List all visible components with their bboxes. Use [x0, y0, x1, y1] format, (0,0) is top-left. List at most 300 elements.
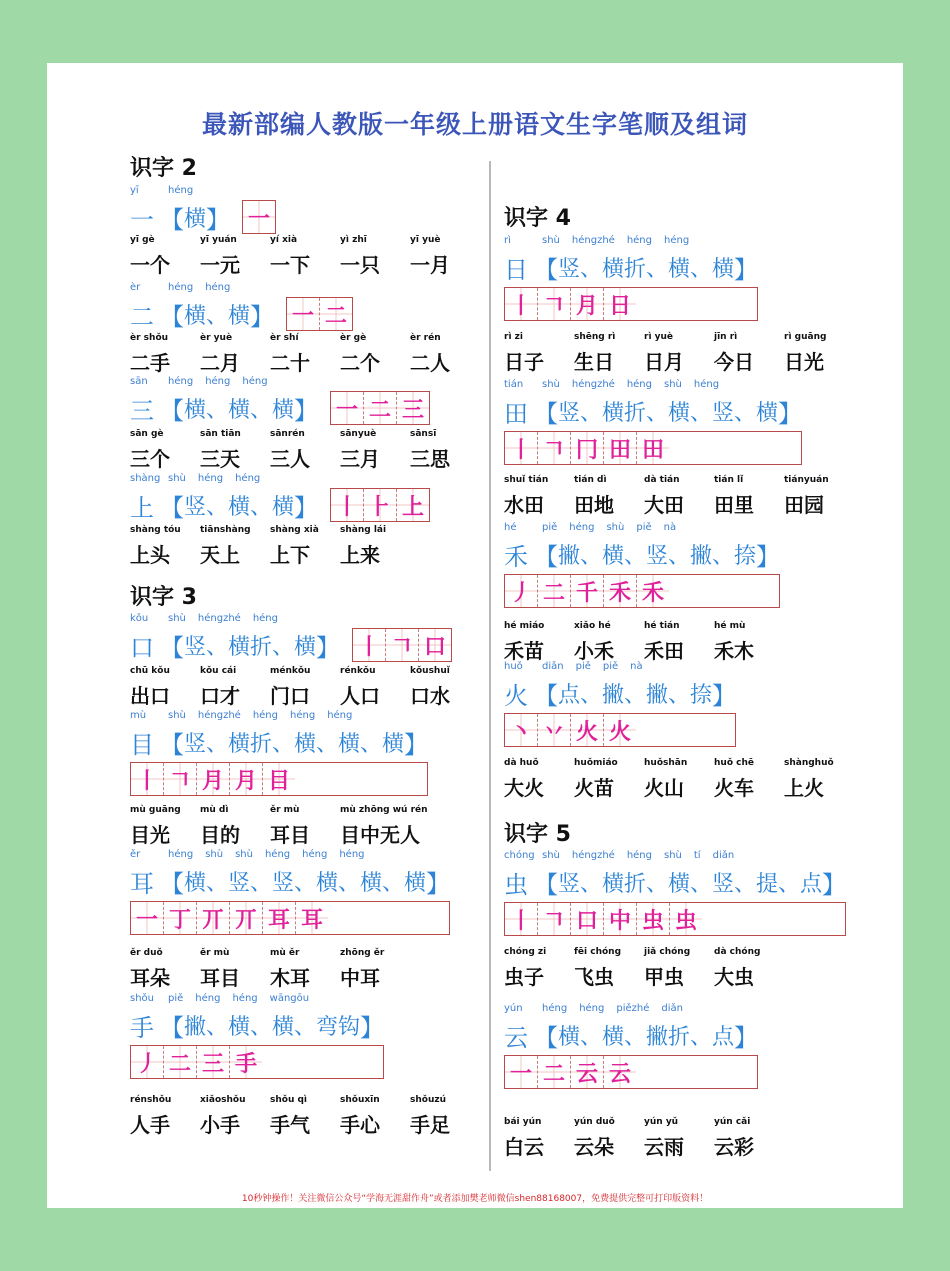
word: 中耳 [340, 966, 380, 990]
column-divider [489, 161, 491, 1171]
worksheet [47, 63, 903, 1208]
stroke-step: 手 [230, 1046, 262, 1078]
word: 上来 [340, 543, 380, 567]
word-row [130, 249, 480, 277]
word-pinyin-row [504, 332, 854, 346]
word-pinyin: shàng lái [340, 525, 387, 535]
word: 大火 [504, 776, 544, 800]
char-row [504, 395, 802, 427]
word-row [504, 1131, 784, 1159]
stroke-step: 田 [604, 432, 637, 464]
word-pinyin: yún yǔ [644, 1117, 679, 1127]
stroke-pinyin: diǎn [712, 850, 735, 861]
char-row [504, 866, 846, 898]
stroke-pinyin: héngzhé [197, 613, 241, 624]
word: 耳朵 [130, 966, 170, 990]
char-row [504, 677, 736, 709]
word-row [130, 347, 480, 375]
word: 上头 [130, 543, 170, 567]
word-pinyin: sān gè [130, 429, 164, 439]
word-pinyin: yì zhī [340, 235, 367, 245]
lesson-title: 识字 4 [504, 206, 571, 231]
stroke-pinyin: héng [693, 379, 720, 390]
word: 一元 [200, 253, 240, 277]
word: 目中无人 [340, 823, 420, 847]
stroke-names: 竖、横折、横、横、横 [184, 731, 405, 757]
main-char: 云 [504, 1023, 528, 1052]
stroke-step: 丷 [538, 714, 571, 746]
char-block [130, 710, 428, 796]
stroke-step: 云 [571, 1056, 604, 1088]
stroke-pinyin: shù [542, 379, 560, 390]
bracket-close: 】 [250, 302, 275, 331]
main-char: 耳 [130, 869, 154, 898]
main-char: 田 [504, 399, 528, 428]
word-pinyin: yī yuán [200, 235, 237, 245]
word: 火苗 [574, 776, 614, 800]
stroke-step: 日 [604, 288, 636, 320]
char-block [504, 522, 780, 608]
word-group [130, 333, 480, 375]
char-pinyin: tián [504, 379, 524, 390]
word: 日光 [784, 350, 824, 374]
char-pinyin: chóng [504, 850, 535, 861]
word-pinyin: zhōng ěr [340, 948, 385, 958]
stroke-step: 一 [505, 1056, 538, 1088]
word: 上下 [270, 543, 310, 567]
word: 三思 [410, 447, 450, 471]
word-group [504, 475, 854, 517]
word-pinyin-row [130, 333, 480, 347]
word-group [504, 947, 784, 989]
stroke-step: 丁 [164, 902, 197, 934]
stroke-step: 一 [331, 392, 364, 424]
stroke-pinyin: héng [197, 473, 224, 484]
bracket-open: 【 [534, 542, 558, 571]
word: 生日 [574, 350, 614, 374]
word: 目的 [200, 823, 240, 847]
char-block [130, 613, 452, 661]
char-row [130, 629, 452, 661]
stroke-names: 点、撇、撇、捺 [558, 682, 713, 708]
word-pinyin: tiānshàng [200, 525, 251, 535]
word: 一个 [130, 253, 170, 277]
stroke-order-grid [504, 574, 780, 608]
word-pinyin: mù zhōng wú rén [340, 805, 428, 815]
bracket-close: 】 [734, 255, 759, 284]
word-pinyin: dà huǒ [504, 758, 539, 768]
word: 飞虫 [574, 965, 614, 989]
stroke-names: 横 [184, 206, 207, 232]
word-group [130, 525, 410, 567]
stroke-step: 禾 [637, 575, 669, 607]
bracket-close: 】 [426, 869, 451, 898]
word: 火山 [644, 776, 684, 800]
stroke-pinyin: héngzhé [571, 850, 615, 861]
word: 口水 [410, 684, 450, 708]
word-group [504, 758, 854, 800]
word-pinyin: shǒuxīn [340, 1095, 380, 1105]
main-char: 目 [130, 730, 154, 759]
word-pinyin: rénkǒu [340, 666, 376, 676]
word-pinyin: chū kǒu [130, 666, 170, 676]
stroke-order-grid [130, 762, 428, 796]
stroke-pinyin: piě [602, 661, 619, 672]
stroke-pinyin: shù [168, 613, 186, 624]
stroke-order-grid [330, 391, 430, 425]
bracket-close: 】 [734, 1023, 759, 1052]
stroke-pinyin: héng [205, 282, 231, 293]
word-pinyin: hé mù [714, 621, 746, 631]
char-row [504, 538, 780, 570]
word-group [504, 332, 854, 374]
char-row [130, 298, 353, 330]
bracket-open: 【 [160, 869, 184, 898]
stroke-pinyin: piě [168, 993, 184, 1004]
stroke-step: 丨 [505, 903, 538, 935]
main-char: 手 [130, 1013, 154, 1042]
word-pinyin-row [130, 1095, 480, 1109]
word: 门口 [270, 684, 310, 708]
stroke-pinyin: héngzhé [197, 710, 241, 721]
word-pinyin: shǒuzú [410, 1095, 446, 1105]
bracket-open: 【 [534, 681, 558, 710]
word-row [504, 961, 784, 989]
stroke-step: 口 [571, 903, 604, 935]
bracket-open: 【 [160, 730, 184, 759]
word: 木耳 [270, 966, 310, 990]
word: 二月 [200, 351, 240, 375]
stroke-pinyin: héng [579, 1003, 605, 1014]
stroke-step: 千 [571, 575, 604, 607]
char-pinyin: rì [504, 235, 511, 246]
word: 田地 [574, 493, 614, 517]
word-pinyin: hé tián [644, 621, 680, 631]
word: 今日 [714, 350, 754, 374]
word-row [504, 635, 784, 663]
word-pinyin: ěr mù [200, 948, 230, 958]
word-pinyin: yī gè [130, 235, 155, 245]
word-pinyin: shuǐ tián [504, 475, 549, 485]
bracket-open: 【 [160, 1013, 184, 1042]
word-row [504, 346, 854, 374]
char-row [504, 1019, 758, 1051]
word-pinyin: sānsī [410, 429, 437, 439]
word-pinyin: sān tiān [200, 429, 241, 439]
stroke-step: 𠃍 [386, 629, 419, 661]
bracket-open: 【 [160, 302, 184, 331]
stroke-step: 一 [287, 298, 320, 330]
word-pinyin-row [504, 758, 854, 772]
promo-footer: 10秒钟操作！关注微信公众号“学海无涯甜作舟”或者添加樊老师微信shen88168007，免费提供完整可打印版资料！ [241, 1194, 709, 1204]
stroke-step: 三 [197, 1046, 230, 1078]
stroke-names: 竖、横折、横、竖、横 [558, 400, 779, 426]
stroke-step: 耳 [296, 902, 328, 934]
word-row [130, 1109, 480, 1137]
stroke-pinyin: diǎn [661, 1003, 683, 1014]
word-pinyin: èr yuè [200, 333, 233, 343]
stroke-pinyin: piě [636, 522, 652, 533]
stroke-order-grid [504, 1055, 758, 1089]
lesson-title: 识字 2 [130, 156, 197, 181]
word: 手足 [410, 1113, 450, 1137]
stroke-names: 撇、横、横、弯钩 [184, 1014, 361, 1040]
stroke-pinyin: héng [168, 376, 194, 387]
word-pinyin: shànghuǒ [784, 758, 834, 768]
word-group [130, 1095, 480, 1137]
word: 一只 [340, 253, 380, 277]
word: 上火 [784, 776, 824, 800]
char-pinyin: hé [504, 522, 517, 533]
stroke-step: 禾 [604, 575, 637, 607]
stroke-step: 二 [538, 1056, 571, 1088]
word-pinyin: dà chóng [714, 947, 761, 957]
stroke-step: 虫 [637, 903, 670, 935]
main-char: 二 [130, 302, 154, 331]
word: 三天 [200, 447, 240, 471]
word-pinyin: tián dì [574, 475, 607, 485]
stroke-names: 竖、横折、横 [184, 634, 317, 660]
word: 白云 [504, 1135, 544, 1159]
bracket-open: 【 [534, 255, 558, 284]
stroke-step: 𠃍 [538, 432, 571, 464]
word-pinyin: èr rén [410, 333, 441, 343]
word-pinyin: rénshǒu [130, 1095, 172, 1105]
stroke-pinyin: héng [626, 235, 652, 246]
word: 二十 [270, 351, 310, 375]
word-pinyin: mù guāng [130, 805, 181, 815]
word-group [130, 235, 480, 277]
word: 日子 [504, 350, 544, 374]
word: 云朵 [574, 1135, 614, 1159]
char-pinyin: huǒ [504, 661, 523, 672]
word-pinyin: yún duǒ [574, 1117, 615, 1127]
word-pinyin: ménkǒu [270, 666, 311, 676]
word: 日月 [644, 350, 684, 374]
word-pinyin: hé miáo [504, 621, 545, 631]
word-pinyin: èr shí [270, 333, 299, 343]
stroke-order-grid [330, 488, 430, 522]
char-row [504, 251, 758, 283]
stroke-pinyin: héng [252, 710, 278, 721]
word-group [504, 621, 784, 663]
stroke-order-grid [130, 1045, 384, 1079]
word-pinyin: shǒu qì [270, 1095, 308, 1105]
stroke-step: 月 [197, 763, 230, 795]
stroke-pinyin: héng [542, 1003, 568, 1014]
stroke-order-grid [504, 431, 802, 465]
stroke-pinyin: héng [569, 522, 595, 533]
bracket-open: 【 [160, 396, 184, 425]
word-pinyin: shàng tóu [130, 525, 181, 535]
word-pinyin: dà tián [644, 475, 680, 485]
stroke-names: 横、横 [184, 303, 251, 329]
word: 手气 [270, 1113, 310, 1137]
stroke-step: 𠃍 [538, 903, 571, 935]
stroke-step: 月 [571, 288, 604, 320]
stroke-pinyin: héng [664, 235, 690, 246]
stroke-step: 三 [397, 392, 429, 424]
word: 一下 [270, 253, 310, 277]
word-pinyin-row [130, 235, 480, 249]
stroke-names: 横、横、撇折、点 [558, 1024, 735, 1050]
word-pinyin: bái yún [504, 1117, 542, 1127]
word: 田园 [784, 493, 824, 517]
stroke-names: 横、竖、竖、横、横、横 [184, 870, 427, 896]
stroke-pinyin: tí [693, 850, 701, 861]
bracket-open: 【 [534, 399, 558, 428]
word-row [504, 489, 854, 517]
stroke-pinyin: héng [339, 849, 365, 860]
stroke-step: 火 [604, 714, 636, 746]
stroke-pinyin: piězhé [616, 1003, 650, 1014]
stroke-step: 丨 [353, 629, 386, 661]
char-block [130, 849, 450, 935]
stroke-step: 上 [397, 489, 429, 521]
char-row [130, 489, 430, 521]
bracket-open: 【 [160, 493, 184, 522]
stroke-step: 火 [571, 714, 604, 746]
stroke-order-grid [242, 200, 276, 234]
word-pinyin: tián lǐ [714, 475, 744, 485]
stroke-pinyin: héng [168, 185, 194, 196]
word-group [504, 1117, 784, 1159]
word-pinyin: rì yuè [644, 332, 674, 342]
stroke-step: 丿 [505, 575, 538, 607]
word: 禾田 [644, 639, 684, 663]
word-pinyin: shàng xià [270, 525, 319, 535]
bracket-open: 【 [160, 633, 184, 662]
word-pinyin-row [504, 1117, 784, 1131]
stroke-step: 丨 [505, 288, 538, 320]
word: 耳目 [270, 823, 310, 847]
main-char: 上 [130, 493, 154, 522]
bracket-close: 】 [822, 870, 847, 899]
stroke-pinyin: piě [542, 522, 558, 533]
stroke-step: 云 [604, 1056, 636, 1088]
stroke-step: 丿 [131, 1046, 164, 1078]
bracket-close: 】 [712, 681, 737, 710]
stroke-step: 丶 [505, 714, 538, 746]
stroke-step: 二 [364, 392, 397, 424]
word-row [504, 772, 854, 800]
bracket-close: 】 [294, 396, 319, 425]
stroke-step: 月 [230, 763, 263, 795]
stroke-pinyin: héng [626, 850, 652, 861]
stroke-pinyin: héng [168, 282, 194, 293]
stroke-order-grid [130, 901, 450, 935]
word: 三月 [340, 447, 380, 471]
stroke-pinyin: héng [242, 376, 268, 387]
bracket-open: 【 [534, 1023, 558, 1052]
char-block [504, 850, 846, 936]
stroke-step: 丨 [131, 763, 164, 795]
word-pinyin: jiǎ chóng [644, 947, 691, 957]
char-pinyin: mù [130, 710, 147, 721]
stroke-step: 丌 [197, 902, 230, 934]
char-block [130, 185, 276, 233]
word-pinyin-row [504, 947, 784, 961]
stroke-step: 耳 [263, 902, 296, 934]
word-row [130, 443, 480, 471]
bracket-open: 【 [534, 870, 558, 899]
char-row [130, 1009, 384, 1041]
stroke-step: 一 [131, 902, 164, 934]
stroke-pinyin: héngzhé [571, 379, 615, 390]
stroke-step: 冂 [571, 432, 604, 464]
stroke-order-grid [504, 902, 846, 936]
word: 一月 [410, 253, 450, 277]
stroke-pinyin: héng [235, 473, 261, 484]
stroke-pinyin: shù [664, 850, 682, 861]
word: 目光 [130, 823, 170, 847]
word: 人手 [130, 1113, 170, 1137]
stroke-step: 口 [419, 629, 451, 661]
stroke-order-grid [286, 297, 353, 331]
stroke-order-grid [504, 287, 758, 321]
stroke-pinyin: héng [290, 710, 316, 721]
word-row [130, 539, 410, 567]
word: 甲虫 [644, 965, 684, 989]
stroke-pinyin: shù [235, 849, 253, 860]
stroke-pinyin: héng [252, 613, 278, 624]
word: 大虫 [714, 965, 754, 989]
stroke-order-grid [352, 628, 452, 662]
char-row [130, 201, 276, 233]
char-row [130, 392, 430, 424]
stroke-names: 竖、横、横 [184, 494, 295, 520]
word: 二人 [410, 351, 450, 375]
bracket-close: 】 [206, 205, 231, 234]
word: 水田 [504, 493, 544, 517]
main-char: 虫 [504, 870, 528, 899]
stroke-step: 一 [243, 201, 275, 233]
char-pinyin: yún [504, 1003, 523, 1014]
word: 云彩 [714, 1135, 754, 1159]
word: 云雨 [644, 1135, 684, 1159]
stroke-pinyin: shù [205, 849, 224, 860]
stroke-step: 二 [538, 575, 571, 607]
word: 虫子 [504, 965, 544, 989]
bracket-open: 【 [160, 205, 184, 234]
word-pinyin: tiányuán [784, 475, 829, 485]
char-block [130, 473, 430, 521]
char-block [504, 661, 736, 747]
char-block [130, 376, 430, 424]
stroke-pinyin: héng [232, 993, 258, 1004]
word-pinyin: rì zi [504, 332, 523, 342]
stroke-step: 丌 [230, 902, 263, 934]
word-pinyin: ěr duǒ [130, 948, 163, 958]
word: 人口 [340, 684, 380, 708]
stroke-step: 中 [604, 903, 637, 935]
stroke-step: 二 [164, 1046, 197, 1078]
word-row [130, 819, 420, 847]
stroke-step: 𠃍 [164, 763, 197, 795]
word-pinyin: huǒmiáo [574, 758, 618, 768]
stroke-names: 竖、横折、横、横 [558, 256, 735, 282]
stroke-step: 虫 [670, 903, 702, 935]
bracket-close: 】 [756, 542, 781, 571]
word-pinyin-row [130, 805, 428, 819]
word: 禾木 [714, 639, 754, 663]
stroke-names: 横、横、横 [184, 397, 295, 423]
word: 田里 [714, 493, 754, 517]
word: 小手 [200, 1113, 240, 1137]
stroke-pinyin: shù [606, 522, 625, 533]
stroke-pinyin: héng [195, 993, 221, 1004]
word: 二手 [130, 351, 170, 375]
